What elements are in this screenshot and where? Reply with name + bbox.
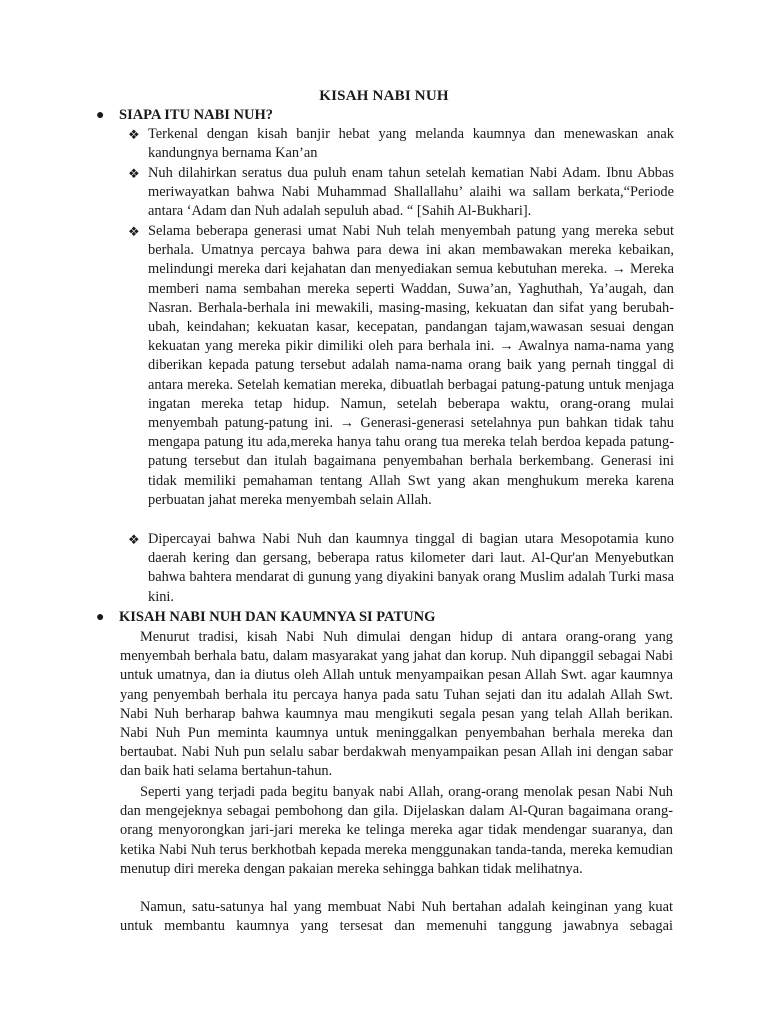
section-heading-label: KISAH NABI NUH DAN KAUMNYA SI PATUNG xyxy=(119,609,436,625)
list-item-text: Terkenal dengan kisah banjir hebat yang melanda kaumnya dan menewaskan anak kandungnya bernama Kan’an xyxy=(148,126,674,162)
list-item xyxy=(128,125,674,163)
document-title: KISAH NABI NUH xyxy=(319,88,449,104)
section-heading-label: SIAPA ITU NABI NUH? xyxy=(119,107,274,123)
list-item xyxy=(128,530,674,607)
diamond-bullet-icon: ❖ xyxy=(128,224,140,239)
diamond-bullet-icon: ❖ xyxy=(128,532,140,547)
paragraph: Menurut tradisi, kisah Nabi Nuh dimulai dengan hidup di antara orang-orang yang menyembah berhala batu, dalam masyarakat yang jahat dan korup. Nuh dipanggil sebagai Nabi untuk umatnya, dan ia diutus oleh Allah untuk menyampaikan pesan Allah Swt. agar kaumnya yang penyembah berhala itu percaya hanya pada satu Tuhan sejati dan itu adalah Allah Swt. Nabi Nuh berharap bahwa kaumnya mau mengikuti segala pesan yang telah Allah berikan. Nabi Nuh Pun meminta kaumnya untuk meninggalkan penyembahan berhala mereka dan bertaubat. Nabi Nuh pun selalu sabar berdakwah menyampaikan pesan Allah ini dengan sabar dan baik hati selama bertahun-tahun. xyxy=(120,629,673,780)
diamond-bullet-icon: ❖ xyxy=(128,166,140,181)
list-item xyxy=(128,222,674,510)
list-item-text: Dipercayai bahwa Nabi Nuh dan kaumnya tinggal di bagian utara Mesopotamia kuno daerah kering dan gersang, beberapa ratus kilometer dari laut. Al-Qur'an Menyebutkan bahwa bahtera mendarat di gunung yang diyakini banyak orang Muslim adalah Turki masa kini. xyxy=(148,531,674,605)
list-item xyxy=(128,164,674,222)
list-item-text: Nuh dilahirkan seratus dua puluh enam tahun setelah kematian Nabi Adam. Ibnu Abbas meriwayatkan bahwa Nabi Muhammad Shallallahu’ alaihi wa sallam berkata,“Periode antara ‘Adam dan Nuh adalah sepuluh abad. “ [Sahih Al-Bukhari]. xyxy=(148,165,674,220)
bullet-icon: ● xyxy=(96,610,105,625)
diamond-bullet-icon: ❖ xyxy=(128,127,140,142)
paragraph: Seperti yang terjadi pada begitu banyak nabi Allah, orang-orang menolak pesan Nabi Nuh dan mengejeknya sebagai pembohong dan gila. Dijelaskan dalam Al-Quran bagaimana orang-orang menyorongkan jari-jari mereka ke telinga mereka agar tidak mendengar suaranya, dan ketika Nabi Nuh terus berkhotbah kepada mereka menggunakan tanda-tanda, mereka kemudian menutup diri mereka dengan pakaian mereka sehingga bahkan tidak melihatnya. xyxy=(120,784,673,877)
list-item-text: Selama beberapa generasi umat Nabi Nuh telah menyembah patung yang mereka sebut berhala. Umatnya percaya bahwa para dewa ini akan membawakan mereka kebaikan, melindungi mereka dari kejahatan dan menyediakan semua kebutuhan mereka. → Mereka memberi nama sembahan mereka seperti Waddan, Suwa’an, Yaghuthah, Ya’augah, dan Nasran. Berhala-berhala ini mewakili, masing-masing, kekuatan dan sifat yang berubah-ubah, keindahan; kekuatan kasar, kecepatan, pandangan tajam,wawasan sesuai dengan kekuatan yang mereka pikir dimiliki oleh para berhala ini. → Awalnya nama-nama yang diberikan kepada patung tersebut adalah nama-nama orang baik yang pernah tinggal di antara mereka. Setelah kematian mereka, dibuatlah berbagai patung-patung untuk menjaga ingatan mereka tetap hidup. Namun, setelah beberapa waktu, orang-orang mulai menyembah patung-patung ini. → Generasi-generasi setelahnya pun bahkan tidak tahu mengapa patung itu ada,mereka hanya tahu orang tua mereka telah berdoa kepada patung-patung tersebut dan itulah bagaimana penyembahan berhala berkembang. Generasi ini tidak memiliki pemahaman tentang Allah Swt yang akan menghukum mereka karena perbuatan jahat mereka menyembah selain Allah. xyxy=(148,223,674,508)
bullet-icon: ● xyxy=(96,108,105,123)
paragraph: Namun, satu-satunya hal yang membuat Nabi Nuh bertahan adalah keinginan yang kuat untuk membantu kaumnya yang tersesat dan memenuhi tanggung jawabnya sebagai xyxy=(120,899,673,935)
